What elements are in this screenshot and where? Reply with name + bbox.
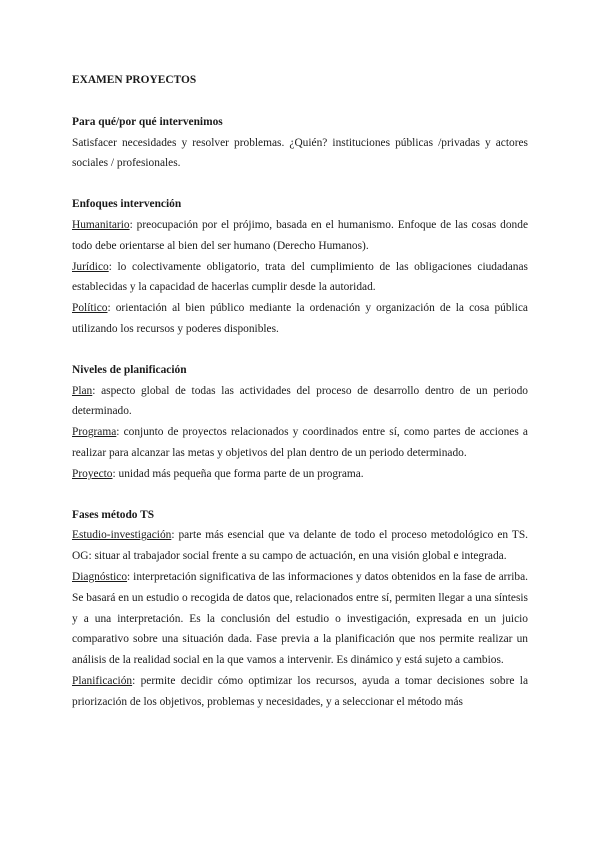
section-heading: Enfoques intervención (72, 198, 182, 211)
paragraph (72, 671, 528, 713)
paragraph (72, 464, 528, 485)
term-planificacion: Planificación (72, 674, 133, 687)
section-intervention-purpose (72, 112, 528, 174)
paragraph-text: : aspecto global de todas las actividades del proceso de desarrollo dentro de un periodo determinado. (72, 384, 528, 418)
section-ts-method-phases (72, 505, 528, 713)
paragraph-text: : orientación al bien público mediante la ordenación y organización de la cosa pública utilizando los recursos y poderes disponibles. (72, 302, 528, 335)
paragraph (72, 381, 528, 423)
paragraph-text: Satisfacer necesidades y resolver problemas. ¿Quién? instituciones públicas /privadas y actores sociales / profesionales. (72, 136, 528, 170)
paragraph (72, 133, 528, 175)
paragraph-text: : lo colectivamente obligatorio, trata del cumplimiento de las obligaciones ciudadanas establecidas y la capacidad de hacerlas cumplir desde la autoridad. (72, 260, 528, 294)
section-planning-levels (72, 360, 528, 485)
paragraph (72, 215, 528, 257)
paragraph (72, 257, 528, 299)
paragraph (72, 298, 528, 340)
document-title: EXAMEN PROYECTOS (72, 74, 197, 86)
paragraph-text: : unidad más pequeña que forma parte de un programa. (112, 467, 364, 480)
paragraph (72, 422, 528, 464)
section-heading: Niveles de planificación (72, 363, 187, 376)
section-heading: Para qué/por qué intervenimos (72, 115, 223, 128)
term-juridico: Jurídico (72, 260, 109, 273)
term-politico: Político (72, 302, 108, 315)
paragraph (72, 567, 528, 671)
paragraph (72, 525, 528, 567)
term-estudio-investigacion: Estudio-investigación (72, 529, 172, 542)
document-page (72, 70, 528, 733)
term-plan: Plan (72, 384, 93, 397)
paragraph-text: : permite decidir cómo optimizar los recursos, ayuda a tomar decisiones sobre la priorización de los objetivos, problemas y necesidades, y a seleccionar el método más (72, 674, 528, 708)
section-intervention-approaches (72, 194, 528, 340)
paragraph-text: : preocupación por el prójimo, basada en el humanismo. Enfoque de las cosas donde todo debe orientarse al bien del ser humano (Derecho Humanos). (72, 218, 528, 252)
section-heading: Fases método TS (72, 508, 155, 521)
paragraph-text: : interpretación significativa de las informaciones y datos obtenidos en la fase de arriba. Se basará en un estudio o recogida de datos que, relacionados entre sí, permiten llegar a una síntesis y a una interpretación. Es la conclusión del estudio o investigación, expresada en un juicio comparativo sobre una situación dada. Fase previa a la planificación que nos permite realizar un análisis de la realidad social en la que vamos a intervenir. Es dinámico y está sujeto a cambios. (72, 570, 528, 667)
term-programa: Programa (72, 426, 117, 439)
term-diagnostico: Diagnóstico (72, 570, 128, 583)
term-humanitario: Humanitario (72, 218, 130, 231)
term-proyecto: Proyecto (72, 467, 113, 480)
paragraph-text: : parte más esencial que va delante de todo el proceso metodológico en TS. OG: situar al trabajador social frente a su campo de actuación, en una visión global e integrada. (72, 529, 528, 563)
paragraph-text: : conjunto de proyectos relacionados y coordinados entre sí, como partes de acciones a realizar para alcanzar las metas y objetivos del plan dentro de un periodo determinado. (72, 426, 528, 459)
